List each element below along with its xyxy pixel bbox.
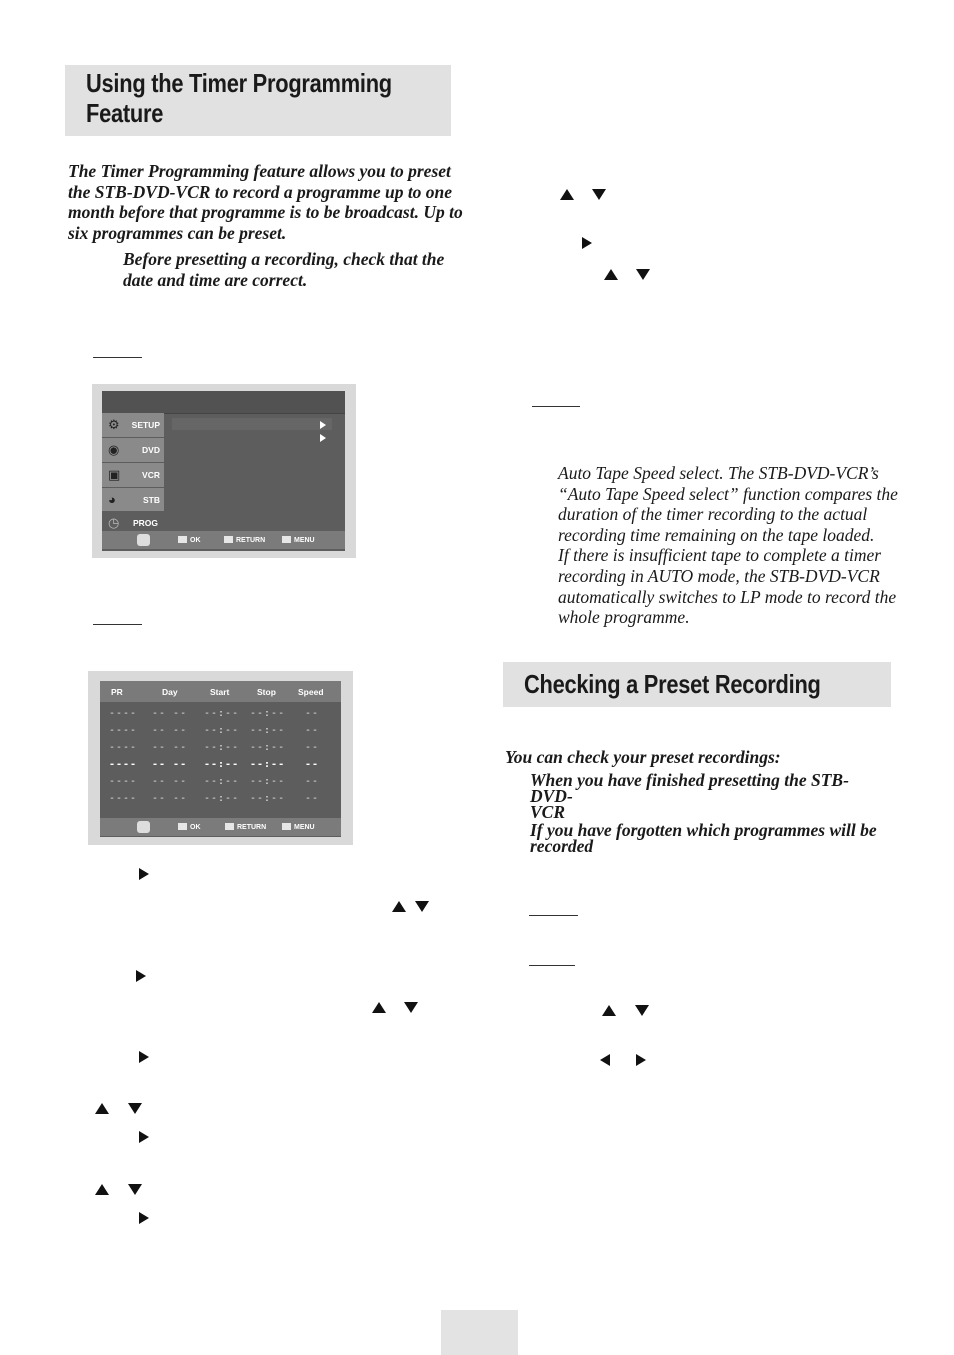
col-day: Day <box>162 687 178 697</box>
vcr-cassette-icon: ▣ <box>108 467 121 482</box>
gear-icon: ⚙ <box>108 417 120 432</box>
up-arrow-icon <box>560 189 574 200</box>
up-arrow-icon <box>372 1002 386 1013</box>
submenu-arrow-icon <box>320 421 326 429</box>
tab-dvd[interactable]: ◉ DVD <box>102 438 164 462</box>
step-underline <box>529 915 578 916</box>
timer-row-selected[interactable]: ---- -- -- --:-- --:-- -- <box>109 759 320 770</box>
note-line: “Auto Tape Speed select” function compares the <box>558 483 898 504</box>
intro-line: the STB-DVD-VCR to record a programme up to one <box>68 181 453 202</box>
timer-row[interactable]: ---- -- -- --:-- --:-- -- <box>109 708 320 719</box>
down-arrow-icon <box>128 1103 142 1114</box>
up-arrow-icon <box>604 269 618 280</box>
step-underline <box>93 357 142 358</box>
ok-hint: OK <box>178 536 201 544</box>
down-arrow-icon <box>635 1005 649 1016</box>
dvd-disc-icon: ◉ <box>108 442 120 457</box>
tab-vcr[interactable]: ▣ VCR <box>102 463 164 487</box>
setup-menu-screenshot <box>92 384 356 558</box>
setup-menu-screen <box>102 391 345 551</box>
tab-setup[interactable]: ⚙ SETUP <box>102 413 164 437</box>
navigate-pad-icon <box>137 821 150 833</box>
tab-stb[interactable]: ◕ STB <box>102 488 164 512</box>
note-line: recording time remaining on the tape loaded. <box>558 524 875 545</box>
up-arrow-icon <box>95 1184 109 1195</box>
timer-row[interactable]: ---- -- -- --:-- --:-- -- <box>109 793 320 804</box>
check-bullet-finished: When you have finished presetting the STB-DVD- VCR <box>530 770 849 822</box>
timer-list-footer <box>100 818 341 836</box>
note-line: whole programme. <box>558 607 690 628</box>
note-line: automatically switches to LP mode to record the <box>558 586 897 607</box>
right-arrow-icon <box>582 237 592 249</box>
note-line: recording in AUTO mode, the STB-DVD-VCR <box>558 565 880 586</box>
date-time-note <box>123 249 463 290</box>
note-line: Before presetting a recording, check that the <box>123 249 445 269</box>
intro-line: month before that programme is to be broadcast. Up to <box>68 202 463 222</box>
timer-heading-line1: Using the Timer Programming <box>86 68 392 98</box>
intro-line: six programmes can be preset. <box>68 222 287 243</box>
up-arrow-icon <box>95 1103 109 1114</box>
right-arrow-icon <box>136 970 146 982</box>
down-arrow-icon <box>128 1184 142 1195</box>
return-hint: RETURN <box>224 536 265 544</box>
timer-row[interactable]: ---- -- -- --:-- --:-- -- <box>109 742 320 753</box>
intro-line: The Timer Programming feature allows you to preset <box>68 161 451 181</box>
step-underline <box>529 965 575 966</box>
note-line: If there is insufficient tape to complete a timer <box>558 545 882 566</box>
menu-item-highlight[interactable] <box>172 418 332 430</box>
step-underline <box>93 624 142 625</box>
col-start: Start <box>210 687 230 697</box>
menu-top-bar <box>102 391 345 414</box>
up-arrow-icon <box>602 1005 616 1016</box>
stb-satellite-icon: ◕ <box>108 492 116 507</box>
step-underline <box>532 406 580 407</box>
menu-footer-bar <box>102 531 345 549</box>
timer-heading-line2: Feature <box>86 98 164 128</box>
tab-prog[interactable]: ◷ PROG <box>102 511 164 535</box>
navigate-pad-icon <box>137 534 150 546</box>
col-speed: Speed <box>298 687 324 697</box>
right-arrow-icon <box>139 1051 149 1063</box>
timer-list-header <box>100 681 341 702</box>
right-arrow-icon <box>139 1131 149 1143</box>
right-arrow-icon <box>636 1054 646 1066</box>
menu-hint: MENU <box>282 536 315 544</box>
note-line: date and time are correct. <box>123 269 308 290</box>
check-intro: You can check your preset recordings: <box>505 747 781 767</box>
left-arrow-icon <box>600 1054 610 1066</box>
down-arrow-icon <box>415 901 429 912</box>
intro-paragraph <box>68 161 468 243</box>
submenu-arrow-icon <box>320 434 326 442</box>
up-arrow-icon <box>392 901 406 912</box>
check-heading: Checking a Preset Recording <box>524 669 821 699</box>
timer-row[interactable]: ---- -- -- --:-- --:-- -- <box>109 725 320 736</box>
col-pr: PR <box>111 687 123 697</box>
down-arrow-icon <box>636 269 650 280</box>
timer-list-screenshot <box>88 671 353 845</box>
ok-hint: OK <box>178 823 201 831</box>
timer-row[interactable]: ---- -- -- --:-- --:-- -- <box>109 776 320 787</box>
right-arrow-icon <box>139 1212 149 1224</box>
note-line: Auto Tape Speed select. The STB-DVD-VCR’s <box>558 463 879 483</box>
down-arrow-icon <box>592 189 606 200</box>
check-bullet-forgotten: If you have forgotten which programmes will be recorded <box>530 820 877 856</box>
down-arrow-icon <box>404 1002 418 1013</box>
return-hint: RETURN <box>225 823 266 831</box>
note-line: duration of the timer recording to the actual <box>558 504 868 525</box>
right-arrow-icon <box>139 868 149 880</box>
col-stop: Stop <box>257 687 276 697</box>
page-number-box <box>441 1310 518 1355</box>
auto-tape-speed-note <box>558 463 898 628</box>
menu-hint: MENU <box>282 823 315 831</box>
clock-icon: ◷ <box>108 515 120 530</box>
timer-list-screen <box>100 681 341 837</box>
